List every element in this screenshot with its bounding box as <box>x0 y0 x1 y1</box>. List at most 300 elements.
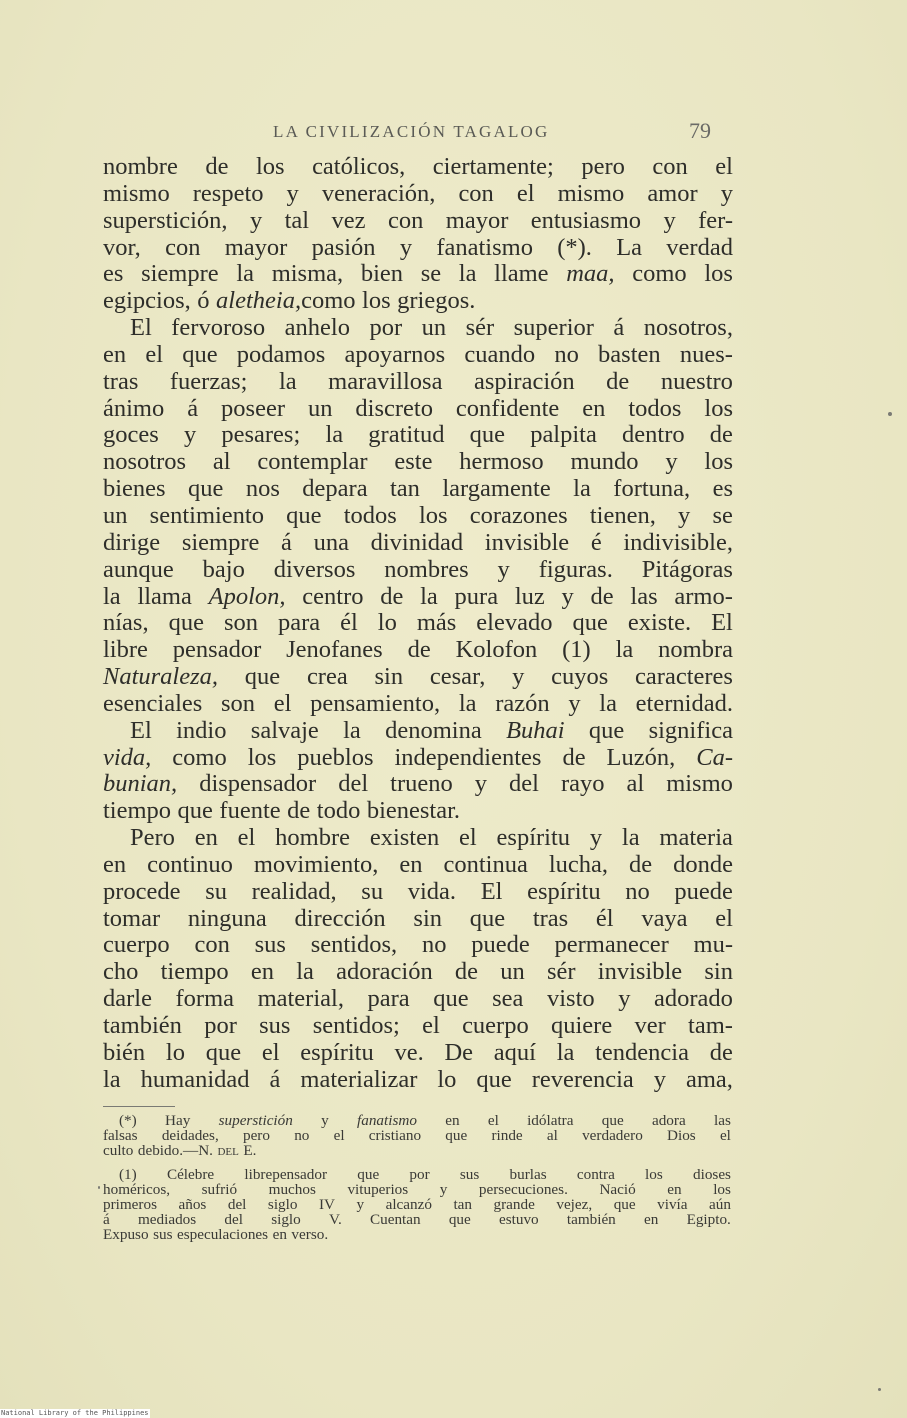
body-word: pensador <box>172 636 262 664</box>
body-word: ver <box>634 1012 666 1039</box>
footnote-line <box>103 1197 731 1212</box>
body-word: materializar <box>300 1065 418 1093</box>
footnote-word: IV <box>318 1195 335 1213</box>
body-word: que <box>168 609 204 637</box>
footnote-word: que <box>601 1112 624 1129</box>
ink-speck <box>878 1388 881 1391</box>
footnote-word: pero <box>242 1127 270 1145</box>
body-word: permanecer <box>554 931 669 959</box>
body-word: lucha, <box>548 850 609 878</box>
body-word: tal <box>284 206 310 234</box>
footnote-word: y <box>321 1112 329 1129</box>
footnote-word: no <box>294 1127 310 1145</box>
body-word: El <box>480 877 503 905</box>
body-word: la <box>343 716 361 744</box>
footnote-word: vituperios <box>347 1180 409 1198</box>
body-word: lo <box>165 1038 185 1066</box>
footnote-line <box>103 1128 731 1143</box>
body-word: el <box>459 824 477 852</box>
body-word: denomina <box>385 716 482 744</box>
body-word: discreto <box>355 394 433 422</box>
body-word: dirige <box>103 528 161 556</box>
body-word: la <box>325 421 344 449</box>
body-word: Buhai <box>506 716 565 744</box>
body-word: ve. <box>394 1038 424 1066</box>
body-word: Pero <box>130 824 175 852</box>
body-word: cesar, <box>429 663 486 691</box>
body-word: la <box>103 1065 121 1093</box>
footnote-word: grande <box>493 1195 535 1213</box>
body-word: adorado <box>653 985 733 1013</box>
body-word: los <box>255 153 285 180</box>
body-word: largamente <box>442 475 551 503</box>
body-word: humanidad <box>140 1065 250 1093</box>
body-word: de <box>562 743 586 771</box>
body-word: los <box>704 394 733 422</box>
body-word: maa, <box>566 260 615 288</box>
footnote-word: Nació <box>599 1180 636 1198</box>
body-word: realidad, <box>251 877 337 905</box>
body-word: á <box>187 394 199 422</box>
body-word: Kolofon <box>455 636 538 664</box>
body-word: que <box>177 797 213 825</box>
footnote-word: especulaciones <box>176 1226 269 1244</box>
body-word: existen <box>369 824 440 852</box>
body-word: é <box>590 528 602 556</box>
body-word: adoración <box>336 958 433 986</box>
body-word: mismo <box>666 770 733 798</box>
library-credit: National Library of the Philippines <box>1 1409 149 1417</box>
body-word: y <box>618 985 631 1013</box>
footnote-line <box>103 1113 731 1128</box>
body-word: figuras. <box>538 555 613 583</box>
footnote-line <box>103 1167 731 1182</box>
footnote-word: siglo <box>271 1211 301 1229</box>
body-word: dirección <box>294 904 386 932</box>
body-word: palpita <box>530 421 597 449</box>
body-word: darle <box>103 985 152 1013</box>
body-word: confidente <box>455 394 560 422</box>
body-word: y <box>286 179 299 207</box>
body-word: ninguna <box>187 904 267 932</box>
body-word: contemplar <box>257 448 368 476</box>
body-word: como <box>632 260 687 288</box>
body-word: y <box>399 233 413 261</box>
body-word: Jenofanes <box>286 636 383 664</box>
footnote-word: vivía <box>657 1195 688 1213</box>
body-word: El <box>130 716 152 744</box>
running-head <box>103 120 711 144</box>
body-word: vida, <box>103 743 152 771</box>
body-word: corazones <box>469 501 568 529</box>
body-word: lo <box>437 1065 457 1093</box>
body-word: hermoso <box>459 448 544 476</box>
footnote-word: que <box>445 1127 468 1145</box>
footnote-word: persecuciones. <box>478 1180 568 1198</box>
body-word: en <box>103 850 127 878</box>
body-word: el <box>516 179 535 207</box>
body-word: ciertamente; <box>432 153 554 180</box>
body-word: el <box>261 1038 280 1066</box>
body-word: goces <box>103 421 159 449</box>
footnote-word: alcanzó <box>385 1195 432 1213</box>
body-word: fuerzas; <box>169 367 248 395</box>
footnote-line <box>103 1227 731 1242</box>
body-word: puede <box>471 931 530 959</box>
body-word: maravillosa <box>328 367 443 395</box>
body-word: todos <box>343 501 397 529</box>
body-word: con <box>458 179 494 207</box>
body-word: sea <box>492 985 524 1013</box>
body-word: espíritu <box>300 1038 374 1066</box>
body-word: griegos. <box>397 287 476 315</box>
body-word: la <box>278 367 297 395</box>
body-word: cuando <box>464 340 536 368</box>
body-word: basten <box>598 340 661 368</box>
body-word: sér <box>546 958 576 986</box>
body-word: en <box>399 850 423 878</box>
body-word: y <box>589 824 603 852</box>
body-word: reverencia <box>531 1065 634 1093</box>
body-word: y <box>720 179 733 207</box>
body-word: llame <box>494 260 549 288</box>
body-line <box>103 1040 733 1067</box>
body-word: sin <box>374 663 404 691</box>
body-line <box>103 503 733 530</box>
footnote-word: vejez, <box>556 1195 593 1213</box>
body-word: bunian, <box>103 770 178 798</box>
footnote-word: dioses <box>693 1165 731 1183</box>
body-word: que <box>588 716 625 744</box>
footnote-word: (1) <box>119 1165 137 1183</box>
footnote-word: al <box>546 1127 558 1145</box>
footnote-rule <box>103 1106 175 1107</box>
body-word: y <box>568 689 581 717</box>
body-line <box>103 369 733 396</box>
body-word: armo- <box>674 582 733 610</box>
body-line <box>103 664 733 691</box>
body-word: de <box>287 797 311 825</box>
body-word: sentidos, <box>310 931 398 959</box>
body-word: se <box>420 260 442 288</box>
body-word: cuyos <box>551 663 609 691</box>
body-word: el <box>715 153 733 180</box>
body-word: que <box>433 985 469 1013</box>
body-line <box>103 154 733 181</box>
body-word: en <box>250 958 274 986</box>
body-word: El <box>130 314 152 342</box>
footnote-word: E. <box>243 1142 257 1160</box>
body-word: centro <box>302 582 364 610</box>
body-word: y <box>474 770 488 798</box>
footnote-word: primeros <box>103 1195 157 1213</box>
body-line <box>103 288 733 315</box>
body-word: la <box>103 582 121 610</box>
body-word: cuerpo <box>103 931 170 959</box>
body-word: divinidad <box>370 528 464 556</box>
body-word: católicos, <box>312 153 406 180</box>
body-line <box>103 584 733 611</box>
footnote-word: tan <box>453 1195 473 1213</box>
body-word: aspiración <box>473 367 575 395</box>
body-word: Apolon, <box>208 582 286 610</box>
body-word: cho <box>103 958 139 986</box>
body-word: superstición, <box>103 206 228 234</box>
body-line <box>103 959 733 986</box>
body-word: de <box>205 153 229 180</box>
body-word: aletheia, <box>216 287 302 315</box>
footnote-word: aún <box>709 1195 731 1213</box>
footnote-word: que <box>448 1211 471 1229</box>
body-word: al <box>212 448 231 476</box>
footnote-word: en <box>272 1226 287 1244</box>
body-word: esenciales <box>103 689 203 717</box>
body-word: procede <box>103 877 181 905</box>
footnote-word: verdadero <box>582 1127 643 1145</box>
footnote-word: falsas <box>103 1127 138 1145</box>
body-word: él <box>595 904 614 932</box>
body-word: se <box>712 501 733 529</box>
body-word: mundo <box>570 448 639 476</box>
body-word: llama <box>137 582 192 610</box>
footnote-word: siglo <box>267 1195 298 1213</box>
body-word: depara <box>302 475 368 503</box>
body-word: bajo <box>202 555 245 583</box>
body-word: nues- <box>679 340 733 368</box>
body-word: El <box>711 609 733 637</box>
footnote-word: cristiano <box>368 1127 422 1145</box>
body-word: espíritu <box>496 824 571 852</box>
body-word: mayor <box>224 233 288 261</box>
body-word: sentidos; <box>312 1012 400 1039</box>
footnote-word: deidades, <box>161 1127 219 1145</box>
body-word: es <box>103 260 124 288</box>
body-word: para <box>367 985 410 1013</box>
body-word: siempre <box>181 528 260 556</box>
body-line <box>103 610 733 637</box>
body-word: fuente <box>219 797 281 825</box>
body-word: por <box>204 1012 237 1039</box>
body-word: quiere <box>551 1012 613 1039</box>
body-word: respeto <box>192 179 264 207</box>
body-word: tendencia <box>595 1038 689 1066</box>
body-word: no <box>421 931 447 959</box>
body-line <box>103 1013 733 1040</box>
footnote-word: años <box>178 1195 207 1213</box>
body-word: significa <box>648 716 733 744</box>
body-line <box>103 315 733 342</box>
footnote-word: en <box>667 1180 682 1198</box>
body-word: tiempo <box>160 958 229 986</box>
body-word: fervoroso <box>171 314 266 342</box>
body-word: no <box>625 877 650 905</box>
footnote-word: el <box>719 1127 731 1145</box>
body-line <box>103 449 733 476</box>
body-word: son <box>221 689 256 717</box>
body-word: continua <box>443 850 528 878</box>
footnote-word: librepensador <box>244 1165 328 1183</box>
body-word: las <box>630 582 658 610</box>
body-word: tienen, <box>589 501 656 529</box>
body-line <box>103 745 733 772</box>
body-word: y <box>678 501 691 529</box>
footnote-word: del <box>227 1195 247 1213</box>
body-line <box>103 637 733 664</box>
body-word: y <box>561 582 574 610</box>
body-word: tiempo <box>103 797 172 825</box>
footnote-word: los <box>713 1180 731 1198</box>
body-line <box>103 718 733 745</box>
body-word: salvaje <box>250 716 319 744</box>
body-word: hombre <box>275 824 351 852</box>
body-word: invisible <box>597 958 683 986</box>
body-word: que <box>182 340 218 368</box>
body-word: elevado <box>476 609 553 637</box>
body-line <box>103 825 733 852</box>
body-word: superior <box>513 314 594 342</box>
body-word: vida. <box>407 877 457 905</box>
body-line <box>103 181 733 208</box>
footnote-word: por <box>409 1165 430 1183</box>
body-word: con <box>194 931 230 959</box>
body-word: que <box>572 609 608 637</box>
body-word: sus <box>254 931 286 959</box>
body-word: por <box>369 314 403 342</box>
body-word: ó <box>197 287 210 315</box>
body-word: de <box>709 1038 733 1066</box>
body-word: libre <box>103 636 148 664</box>
body-word: aquí <box>493 1038 536 1066</box>
body-word: el <box>715 904 733 932</box>
body-word: indivisible, <box>623 528 733 556</box>
body-word: (1) <box>562 636 591 664</box>
body-word: y <box>653 1065 666 1093</box>
body-word: de <box>606 367 630 395</box>
body-word: pensamiento, <box>310 689 441 717</box>
body-word: vaya <box>641 904 688 932</box>
body-word: á <box>269 1065 281 1093</box>
body-word: los <box>418 501 448 529</box>
body-word: existe. <box>627 609 692 637</box>
body-word: los <box>247 743 277 771</box>
body-word: el <box>237 824 256 852</box>
body-word: fortuna, <box>613 475 691 503</box>
footnote-word: el <box>333 1127 345 1145</box>
body-word: bien <box>360 260 404 288</box>
body-word: invisible <box>484 528 570 556</box>
page-number: 79 <box>689 118 711 143</box>
body-word: apoyarnos <box>344 340 446 368</box>
footnote-word: muchos <box>268 1180 316 1198</box>
body-word: razón <box>495 689 550 717</box>
body-word: caracteres <box>635 663 733 691</box>
body-word: la <box>615 636 634 664</box>
body-word: y <box>665 448 678 476</box>
body-word: como <box>172 743 227 771</box>
body-word: que <box>469 904 506 932</box>
body-word: del <box>509 770 539 798</box>
body-word: bienestar. <box>366 797 461 825</box>
body-word: nías, <box>103 609 149 637</box>
body-word: puede <box>674 877 733 905</box>
footnote-word: culto <box>103 1142 134 1160</box>
body-word: siempre <box>141 260 219 288</box>
body-word: sin <box>704 958 733 986</box>
body-word: Naturaleza, <box>103 663 219 691</box>
body-word: el <box>273 689 292 717</box>
footnote-word: Egipto. <box>686 1211 731 1229</box>
body-word: la <box>599 689 617 717</box>
body-word: la <box>236 260 255 288</box>
body-word: del <box>338 770 369 798</box>
body-word: al <box>626 770 645 798</box>
body-word: su <box>361 877 384 905</box>
body-word: entusiasmo <box>530 206 642 234</box>
body-word: el <box>145 340 164 368</box>
body-word: fer- <box>698 206 733 234</box>
body-word: y <box>663 206 676 234</box>
body-word: egipcios, <box>103 287 191 315</box>
body-word: lo <box>377 609 397 637</box>
body-word: él <box>340 609 358 637</box>
footnote-word: burlas <box>509 1165 547 1183</box>
body-word: ánimo <box>103 394 165 422</box>
footnote-word: verso. <box>291 1226 329 1244</box>
body-word: un <box>307 394 333 422</box>
footnote-word: el <box>487 1112 499 1129</box>
body-line <box>103 476 733 503</box>
footnotes <box>103 1113 731 1243</box>
body-text <box>103 154 733 1094</box>
body-line <box>103 396 733 423</box>
body-word: que <box>188 475 224 503</box>
body-word: con <box>652 153 688 180</box>
body-word: la <box>296 958 314 986</box>
body-word: nosotros, <box>643 314 733 342</box>
body-word: con <box>387 206 424 234</box>
footnote-word: y <box>439 1180 448 1198</box>
body-word: tam- <box>688 1012 733 1039</box>
body-word: veneración, <box>321 179 436 207</box>
body-word: la <box>458 260 477 288</box>
body-word: Ca- <box>696 743 733 771</box>
body-line <box>103 557 733 584</box>
body-word: cuerpo <box>462 1012 529 1039</box>
body-word: continuo <box>147 850 233 878</box>
body-word: rayo <box>560 770 605 798</box>
body-line <box>103 906 733 933</box>
body-line <box>103 852 733 879</box>
body-word: eternidad. <box>635 689 733 717</box>
body-word: vez <box>331 206 366 234</box>
body-word: los <box>362 287 391 315</box>
footnote-word: del <box>217 1142 239 1160</box>
body-word: y <box>497 555 510 583</box>
body-word: forma <box>175 985 235 1013</box>
body-line <box>103 771 733 798</box>
footnote-word: que <box>357 1165 380 1183</box>
footnote-line <box>103 1212 731 1227</box>
body-word: nombres <box>384 555 469 583</box>
body-word: la <box>556 1038 575 1066</box>
body-word: en <box>194 824 218 852</box>
footnote-word: V. <box>328 1211 342 1229</box>
footnote-word: Hay <box>165 1112 191 1129</box>
body-word: un <box>421 314 447 342</box>
body-line <box>103 422 733 449</box>
body-word: su <box>205 877 227 905</box>
body-word: que <box>205 1038 242 1066</box>
